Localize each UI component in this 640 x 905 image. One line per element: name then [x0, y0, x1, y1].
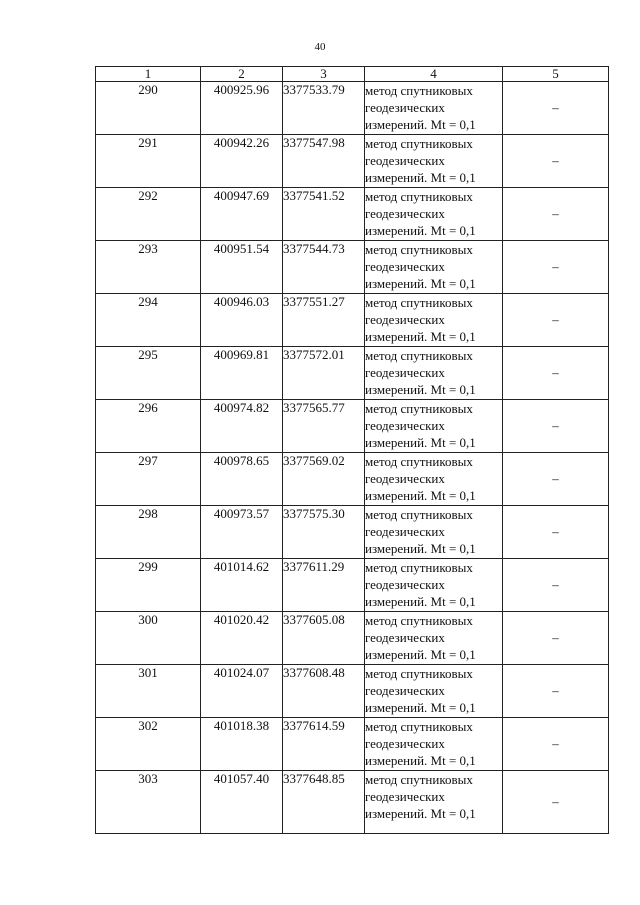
- method-line-2: геодезических: [365, 418, 445, 433]
- method-line-2: геодезических: [365, 259, 445, 274]
- method-line-2: геодезических: [365, 683, 445, 698]
- column-header-3: 3: [283, 67, 365, 82]
- method-line-1: метод спутниковых: [365, 454, 473, 469]
- column-5-value: –: [503, 559, 609, 612]
- method-line-1: метод спутниковых: [365, 401, 473, 416]
- method-line-3: измерений. Mt = 0,1: [365, 647, 476, 662]
- method-line-2: геодезических: [365, 630, 445, 645]
- coordinate-x: 400978.65: [201, 453, 283, 506]
- method-line-2: геодезических: [365, 206, 445, 221]
- method-line-1: метод спутниковых: [365, 666, 473, 681]
- coordinate-y: 3377648.85: [283, 771, 365, 834]
- column-header-5: 5: [503, 67, 609, 82]
- method-line-1: метод спутниковых: [365, 560, 473, 575]
- method-line-3: измерений. Mt = 0,1: [365, 117, 476, 132]
- coordinate-x: 400942.26: [201, 135, 283, 188]
- table-row: [96, 506, 609, 559]
- method-description: [365, 612, 503, 665]
- table-row: [96, 188, 609, 241]
- method-line-3: измерений. Mt = 0,1: [365, 170, 476, 185]
- coordinate-y: 3377575.30: [283, 506, 365, 559]
- method-line-2: геодезических: [365, 471, 445, 486]
- coordinate-x: 400925.96: [201, 82, 283, 135]
- table-row: [96, 82, 609, 135]
- table-row: [96, 241, 609, 294]
- table-row: [96, 612, 609, 665]
- method-line-3: измерений. Mt = 0,1: [365, 594, 476, 609]
- method-description: [365, 188, 503, 241]
- column-5-value: –: [503, 400, 609, 453]
- column-5-value: –: [503, 718, 609, 771]
- point-number: 301: [96, 665, 201, 718]
- table-row: [96, 453, 609, 506]
- method-line-2: геодезических: [365, 789, 445, 804]
- column-5-value: –: [503, 453, 609, 506]
- coordinate-x: 401057.40: [201, 771, 283, 834]
- method-description: [365, 559, 503, 612]
- point-number: 294: [96, 294, 201, 347]
- column-5-value: –: [503, 188, 609, 241]
- coordinate-y: 3377611.29: [283, 559, 365, 612]
- method-line-3: измерений. Mt = 0,1: [365, 488, 476, 503]
- method-line-3: измерений. Mt = 0,1: [365, 329, 476, 344]
- coordinate-y: 3377569.02: [283, 453, 365, 506]
- point-number: 300: [96, 612, 201, 665]
- coordinate-x: 400946.03: [201, 294, 283, 347]
- coordinate-y: 3377551.27: [283, 294, 365, 347]
- coordinate-x: 401020.42: [201, 612, 283, 665]
- method-line-1: метод спутниковых: [365, 83, 473, 98]
- method-line-3: измерений. Mt = 0,1: [365, 276, 476, 291]
- column-header-2: 2: [201, 67, 283, 82]
- coordinate-y: 3377614.59: [283, 718, 365, 771]
- header-row: [96, 67, 609, 82]
- coordinate-y: 3377605.08: [283, 612, 365, 665]
- method-description: [365, 135, 503, 188]
- column-5-value: –: [503, 771, 609, 834]
- method-description: [365, 506, 503, 559]
- method-description: [365, 453, 503, 506]
- method-description: [365, 400, 503, 453]
- coordinate-x: 400973.57: [201, 506, 283, 559]
- method-line-1: метод спутниковых: [365, 242, 473, 257]
- table-row: [96, 347, 609, 400]
- column-5-value: –: [503, 506, 609, 559]
- table-row: [96, 400, 609, 453]
- method-line-3: измерений. Mt = 0,1: [365, 223, 476, 238]
- column-5-value: –: [503, 294, 609, 347]
- coordinate-y: 3377547.98: [283, 135, 365, 188]
- column-5-value: –: [503, 347, 609, 400]
- coordinate-x: 401018.38: [201, 718, 283, 771]
- table-body: [96, 82, 609, 834]
- point-number: 291: [96, 135, 201, 188]
- coordinate-y: 3377541.52: [283, 188, 365, 241]
- coordinate-y: 3377544.73: [283, 241, 365, 294]
- method-line-3: измерений. Mt = 0,1: [365, 753, 476, 768]
- point-number: 302: [96, 718, 201, 771]
- table-row: [96, 665, 609, 718]
- table-row: [96, 559, 609, 612]
- method-description: [365, 241, 503, 294]
- point-number: 292: [96, 188, 201, 241]
- point-number: 290: [96, 82, 201, 135]
- coordinate-x: 400947.69: [201, 188, 283, 241]
- column-5-value: –: [503, 82, 609, 135]
- method-line-3: измерений. Mt = 0,1: [365, 382, 476, 397]
- method-line-1: метод спутниковых: [365, 136, 473, 151]
- coordinate-y: 3377533.79: [283, 82, 365, 135]
- method-line-2: геодезических: [365, 736, 445, 751]
- method-description: [365, 665, 503, 718]
- method-line-2: геодезических: [365, 100, 445, 115]
- method-line-2: геодезических: [365, 365, 445, 380]
- column-header-1: 1: [96, 67, 201, 82]
- method-line-3: измерений. Mt = 0,1: [365, 435, 476, 450]
- method-description: [365, 718, 503, 771]
- method-description: [365, 347, 503, 400]
- column-5-value: –: [503, 665, 609, 718]
- table-row: [96, 771, 609, 834]
- table-header: [96, 67, 609, 82]
- method-description: [365, 771, 503, 834]
- point-number: 299: [96, 559, 201, 612]
- page-number: 40: [314, 41, 326, 53]
- coordinate-x: 400969.81: [201, 347, 283, 400]
- method-line-3: измерений. Mt = 0,1: [365, 806, 476, 821]
- point-number: 293: [96, 241, 201, 294]
- coordinate-x: 400951.54: [201, 241, 283, 294]
- coordinate-y: 3377572.01: [283, 347, 365, 400]
- coordinate-x: 400974.82: [201, 400, 283, 453]
- method-line-1: метод спутниковых: [365, 772, 473, 787]
- table-row: [96, 718, 609, 771]
- coordinate-x: 401024.07: [201, 665, 283, 718]
- coordinate-x: 401014.62: [201, 559, 283, 612]
- coordinate-y: 3377565.77: [283, 400, 365, 453]
- point-number: 303: [96, 771, 201, 834]
- method-line-3: измерений. Mt = 0,1: [365, 541, 476, 556]
- table-row: [96, 135, 609, 188]
- point-number: 298: [96, 506, 201, 559]
- method-line-1: метод спутниковых: [365, 348, 473, 363]
- method-description: [365, 82, 503, 135]
- method-line-1: метод спутниковых: [365, 295, 473, 310]
- method-line-1: метод спутниковых: [365, 613, 473, 628]
- method-line-3: измерений. Mt = 0,1: [365, 700, 476, 715]
- method-line-2: геодезических: [365, 524, 445, 539]
- column-5-value: –: [503, 612, 609, 665]
- table-row: [96, 294, 609, 347]
- coordinate-y: 3377608.48: [283, 665, 365, 718]
- method-line-1: метод спутниковых: [365, 507, 473, 522]
- point-number: 295: [96, 347, 201, 400]
- method-line-2: геодезических: [365, 312, 445, 327]
- method-line-1: метод спутниковых: [365, 719, 473, 734]
- method-line-2: геодезических: [365, 153, 445, 168]
- point-number: 297: [96, 453, 201, 506]
- method-line-2: геодезических: [365, 577, 445, 592]
- column-5-value: –: [503, 135, 609, 188]
- coordinates-table: [95, 66, 609, 834]
- column-5-value: –: [503, 241, 609, 294]
- point-number: 296: [96, 400, 201, 453]
- column-header-4: 4: [365, 67, 503, 82]
- method-description: [365, 294, 503, 347]
- method-line-1: метод спутниковых: [365, 189, 473, 204]
